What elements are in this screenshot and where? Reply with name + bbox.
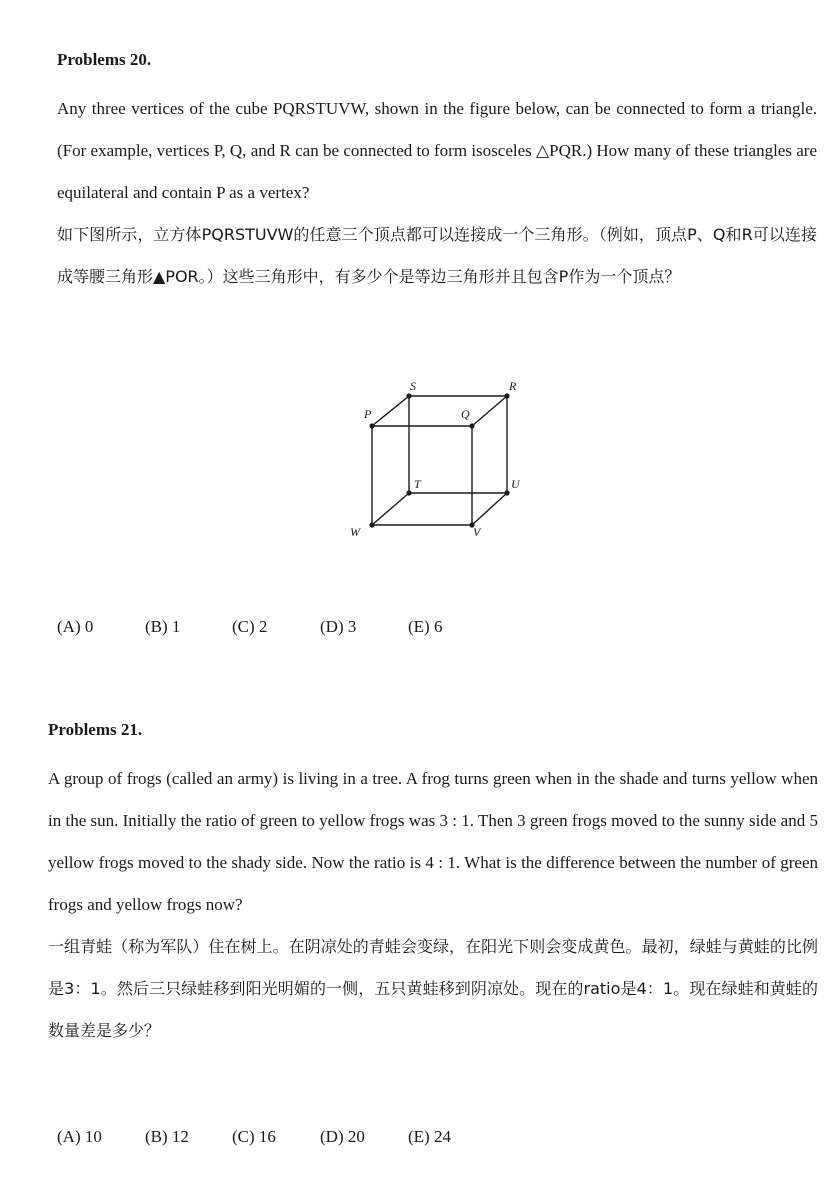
choice-a: (A) 0 [57,617,94,636]
choice-a: (A) 10 [57,1127,102,1146]
label-w: W [350,525,360,539]
choice-b: (B) 1 [145,617,181,636]
problem-20-choices [57,617,442,637]
problem-21 [48,718,818,1052]
edge-vu [472,493,507,525]
vertex-q [469,423,474,428]
problem-20-text-en: Any three vertices of the cube PQRSTUVW, shown in the figure below, can be connected to form a triangle. (For example, vertices P, Q, and R can be connected to form isosceles △PQR.) How many of these triangles are equilateral and contain P as a vertex? [57,99,817,202]
choice-c: (C) 16 [232,1127,276,1146]
choice-e: (E) 6 [408,617,443,636]
vertex-w [369,522,374,527]
vertex-t [406,490,411,495]
vertex-u [504,490,509,495]
problem-20-text-zh: 如下图所示，立方体PQRSTUVW的任意三个顶点都可以连接成一个三角形。（例如，顶点P、Q和R可以连接成等腰三角形▲POR。）这些三角形中，有多少个是等边三角形并且包含P作为一个顶点？ [57,225,817,286]
problem-21-title: Problems 21. [48,720,143,739]
label-r: R [509,379,517,393]
problem-21-text-zh: 一组青蛙（称为军队）住在树上。在阴凉处的青蛙会变绿，在阳光下则会变成黄色。最初，绿蛙与黄蛙的比例是3：1。然后三只绿蛙移到阳光明媚的一侧，五只黄蛙移到阴凉处。现在的ratio是4：1。现在绿蛙和黄蛙的数量差是多少？ [48,937,818,1040]
choice-d: (D) 3 [320,617,357,636]
cube-figure [340,372,540,552]
label-t: T [414,477,421,491]
label-s: S [410,379,416,393]
label-u: U [511,477,520,491]
edge-qr [472,396,507,426]
choice-b: (B) 12 [145,1127,189,1146]
problem-21-text-en: A group of frogs (called an army) is living in a tree. A frog turns green when in the shade and turns yellow when in the sun. Initially the ratio of green to yellow frogs was 3 : 1. Then 3 green frogs moved to the sunny side and 5 yellow frogs moved to the shady side. Now the ratio is 4 : 1. What is the difference between the number of green frogs and yellow frogs now? [48,769,818,914]
cube-diagram [340,372,540,547]
vertex-p [369,423,374,428]
choice-d: (D) 20 [320,1127,365,1146]
vertex-r [504,393,509,398]
vertex-s [406,393,411,398]
choice-c: (C) 2 [232,617,268,636]
edge-ps [372,396,409,426]
problem-20-title: Problems 20. [57,50,152,69]
problem-20 [57,48,817,298]
problem-21-choices [57,1127,451,1147]
label-v: V [473,525,481,539]
label-q: Q [461,407,470,421]
edge-wt [372,493,409,525]
label-p: P [364,407,372,421]
choice-e: (E) 24 [408,1127,451,1146]
